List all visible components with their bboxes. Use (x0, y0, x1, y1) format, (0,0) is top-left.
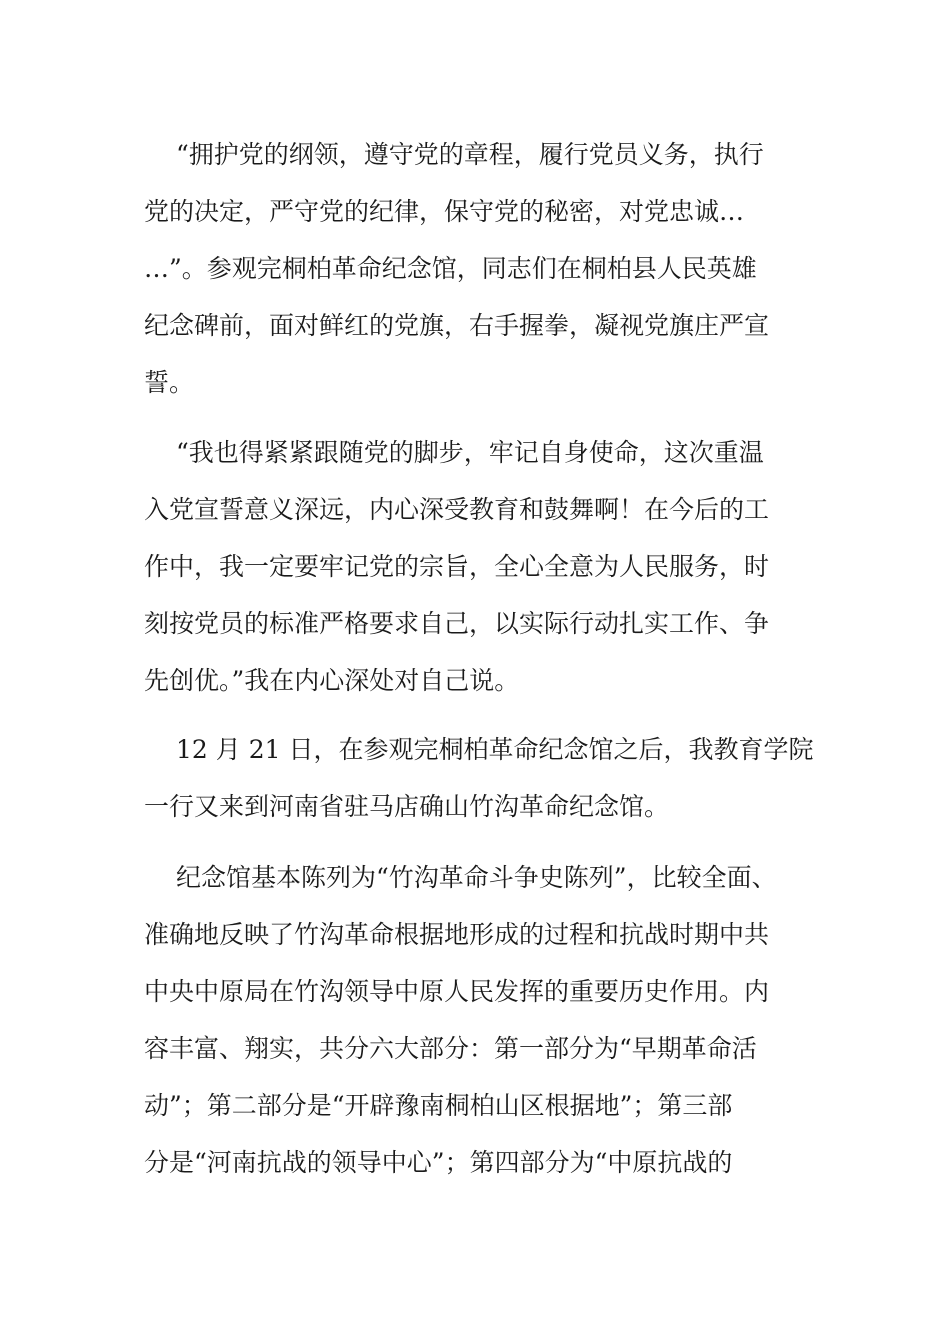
text-line: 容丰富、翔实，共分六大部分：第一部分为“早期革命活 (144, 1034, 757, 1063)
text-line: 纪念碑前，面对鲜红的党旗，右手握拳，凝视党旗庄严宣 (144, 311, 770, 340)
text-line: 一行又来到河南省驻马店确山竹沟革命纪念馆。 (144, 792, 670, 821)
text-line: “我也得紧紧跟随党的脚步，牢记自身使命，这次重温 (176, 438, 764, 467)
text-line: 准确地反映了竹沟革命根据地形成的过程和抗战时期中共 (144, 920, 770, 949)
text-line: 党的决定，严守党的纪律，保守党的秘密，对党忠诚… (144, 197, 745, 226)
text-line: 分是“河南抗战的领导中心”；第四部分为“中原抗战的 (144, 1148, 733, 1177)
text-line: 中央中原局在竹沟领导中原人民发挥的重要历史作用。内 (144, 977, 770, 1006)
paragraph-visit-date (144, 721, 814, 835)
text-line: …”。参观完桐柏革命纪念馆，同志们在桐柏县人民英雄 (144, 254, 757, 283)
text-line: 12 月 21 日，在参观完桐柏革命纪念馆之后，我教育学院 (176, 735, 814, 764)
text-line: 作中，我一定要牢记党的宗旨，全心全意为人民服务，时 (144, 552, 770, 581)
text-line: 先创优。”我在内心深处对自己说。 (144, 666, 520, 695)
text-line: 纪念馆基本陈列为“竹沟革命斗争史陈列”，比较全面、 (176, 863, 777, 892)
text-line: “拥护党的纲领，遵守党的章程，履行党员义务，执行 (176, 140, 764, 169)
text-line: 入党宣誓意义深远，内心深受教育和鼓舞啊！在今后的工 (144, 495, 770, 524)
paragraph-exhibition (144, 849, 809, 1191)
text-line: 刻按党员的标准严格要求自己，以实际行动扎实工作、争 (144, 609, 770, 638)
text-line: 誓。 (144, 368, 195, 397)
paragraph-oath (144, 126, 809, 411)
text-line: 动”；第二部分是“开辟豫南桐柏山区根据地”；第三部 (144, 1091, 733, 1120)
paragraph-reflection (144, 424, 809, 709)
